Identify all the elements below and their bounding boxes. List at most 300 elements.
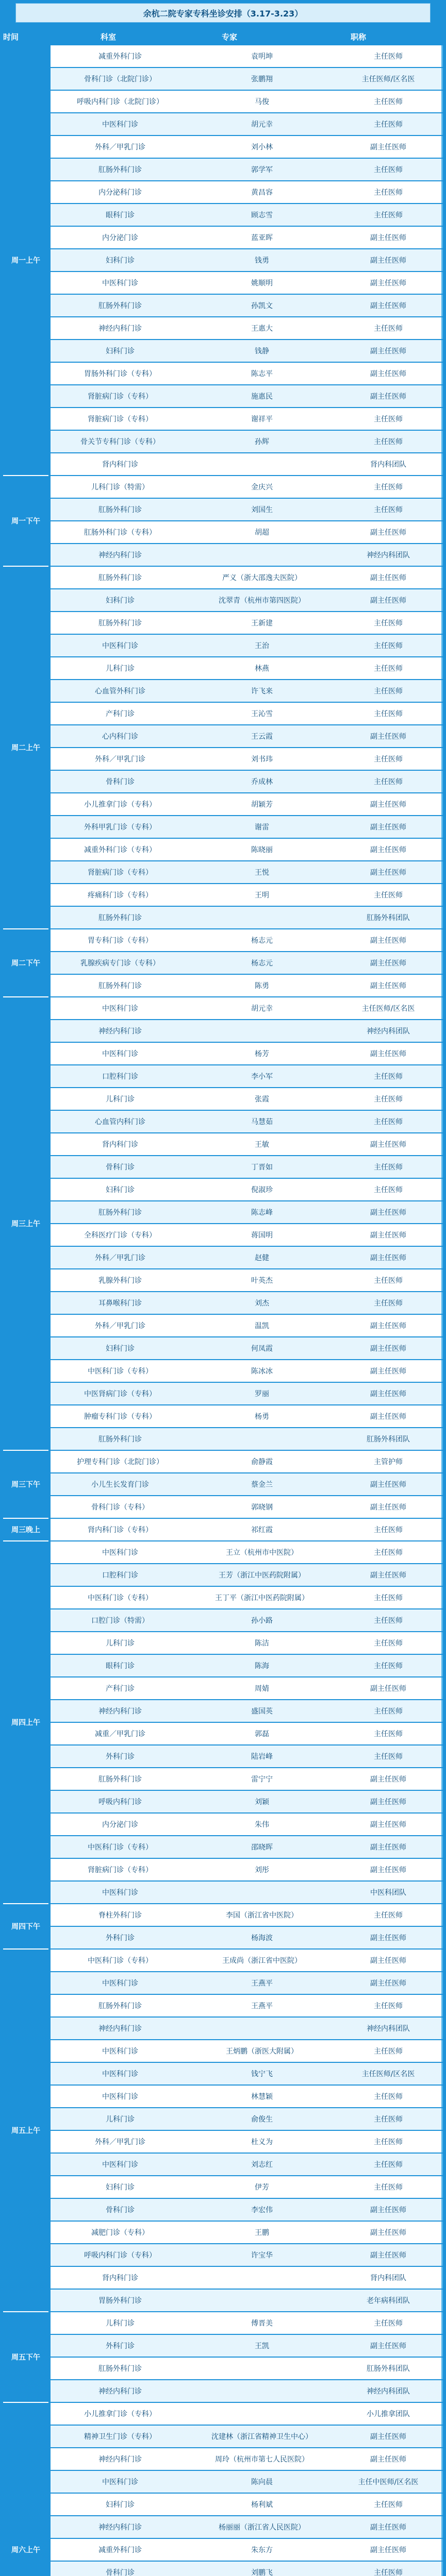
table-row xyxy=(51,861,443,884)
cell-expert: 周婧 xyxy=(255,1685,269,1693)
table-row xyxy=(51,1179,443,1201)
cell-expert: 林慧颖 xyxy=(251,2093,273,2101)
group-time-label: 周一上午 xyxy=(3,45,48,476)
cell-position: 主任医师 xyxy=(374,53,403,61)
cell-clinic: 肿瘤专科门诊（专科） xyxy=(84,1413,156,1421)
cell-position: 肾内科团队 xyxy=(370,2274,406,2282)
cell-expert: 马慧茹 xyxy=(251,1118,273,1126)
cell-clinic: 口腔科门诊 xyxy=(102,1073,138,1081)
table-row xyxy=(51,884,443,907)
cell-expert: 黄昌容 xyxy=(251,189,273,197)
cell-position: 副主任医师 xyxy=(370,823,406,832)
row-accent xyxy=(441,91,443,112)
cell-clinic: 中医肾病门诊（专科） xyxy=(84,1390,156,1398)
cell-expert: 俞静霞 xyxy=(251,1458,273,1466)
row-accent xyxy=(441,997,443,1019)
cell-position: 副主任医师 xyxy=(370,574,406,582)
row-accent xyxy=(441,1224,443,1246)
cell-expert: 刘杰 xyxy=(255,1299,269,1308)
cell-position: 主任医师 xyxy=(374,1526,403,1534)
cell-expert: 王鹏 xyxy=(255,2229,269,2237)
cell-clinic: 妇科门诊 xyxy=(106,347,135,355)
cell-expert: 蒋国明 xyxy=(251,1231,273,1240)
cell-expert: 陈晓丽 xyxy=(251,846,273,854)
cell-expert: 施惠民 xyxy=(251,393,273,401)
cell-position: 副主任医师 xyxy=(370,2455,406,2464)
table-row xyxy=(51,2063,443,2086)
table-header xyxy=(0,30,446,43)
cell-expert: 张鹏翔 xyxy=(251,75,273,83)
cell-expert: 谢雷 xyxy=(255,823,269,832)
cell-position: 副主任医师 xyxy=(370,257,406,265)
table-row xyxy=(51,249,443,272)
cell-position: 主任医师 xyxy=(374,1639,403,1648)
cell-expert: 陆岩峰 xyxy=(251,1753,273,1761)
row-accent xyxy=(441,499,443,520)
cell-clinic: 内分泌门诊 xyxy=(102,1821,138,1829)
table-row xyxy=(51,1451,443,1473)
table-row xyxy=(51,1587,443,1609)
cell-expert: 王沁雪 xyxy=(251,710,273,718)
cell-position: 副主任医师 xyxy=(370,1571,406,1580)
cell-position: 副主任医师 xyxy=(370,1798,406,1806)
table-row xyxy=(51,1156,443,1179)
cell-expert: 郭晓钢 xyxy=(251,1503,273,1512)
table-row xyxy=(51,1088,443,1111)
row-accent xyxy=(441,1292,443,1314)
table-row xyxy=(51,1043,443,1065)
cell-position: 副主任医师 xyxy=(370,1866,406,1874)
cell-position: 肾内科团队 xyxy=(370,461,406,469)
cell-position: 主任医师/区名医 xyxy=(361,2070,415,2078)
cell-clinic: 神经内科门诊 xyxy=(98,2523,142,2532)
cell-expert: 周玲（杭州市第七人民医院） xyxy=(215,2455,309,2464)
cell-position: 小儿推拿团队 xyxy=(367,2410,410,2418)
cell-clinic: 骨科门诊 xyxy=(106,778,135,786)
cell-expert: 许飞来 xyxy=(251,687,273,696)
table-row xyxy=(51,589,443,612)
table-row xyxy=(51,476,443,499)
table-row xyxy=(51,2131,443,2154)
table-row xyxy=(51,612,443,635)
cell-clinic: 肛肠外科门诊 xyxy=(98,1775,142,1784)
cell-expert: 丁晋如 xyxy=(251,1163,273,1172)
row-accent xyxy=(441,1836,443,1858)
cell-position: 主任医师 xyxy=(374,1549,403,1557)
cell-clinic: 外科／甲乳门诊 xyxy=(95,1322,145,1330)
row-accent xyxy=(441,136,443,158)
cell-clinic: 乳腺疾病专门诊（专科） xyxy=(80,959,160,968)
cell-expert: 钱静 xyxy=(255,347,269,355)
table-row xyxy=(51,181,443,204)
table-row xyxy=(51,2358,443,2380)
cell-expert: 胡元幸 xyxy=(251,121,273,129)
header-clinic: 科室 xyxy=(101,32,117,42)
row-accent xyxy=(441,1451,443,1472)
table-row xyxy=(51,975,443,997)
cell-position: 主任中医师/区名医 xyxy=(358,2478,419,2486)
row-accent xyxy=(441,2154,443,2175)
row-accent xyxy=(441,680,443,702)
cell-clinic: 肾脏病门诊（专科） xyxy=(88,1866,153,1874)
cell-clinic: 中医科门诊 xyxy=(102,642,138,650)
cell-position: 主任医师 xyxy=(374,1662,403,1670)
table-row xyxy=(51,1337,443,1360)
schedule-group xyxy=(3,476,443,567)
cell-clinic: 妇科门诊 xyxy=(106,2183,135,2192)
cell-expert: 王炳鹏（浙医大附属） xyxy=(226,2047,298,2056)
row-accent xyxy=(441,204,443,226)
row-accent xyxy=(441,1088,443,1110)
cell-expert: 陈志峰 xyxy=(251,1209,273,1217)
cell-clinic: 妇科门诊 xyxy=(106,2501,135,2509)
cell-position: 副主任医师 xyxy=(370,2229,406,2237)
cell-expert: 朱东方 xyxy=(251,2546,273,2554)
row-accent xyxy=(441,544,443,566)
table-row xyxy=(51,1360,443,1383)
row-accent xyxy=(441,1428,443,1450)
row-accent xyxy=(441,2267,443,2289)
group-rows xyxy=(51,1451,443,1519)
table-row xyxy=(51,1859,443,1882)
cell-clinic: 神经内科门诊 xyxy=(98,1707,142,1716)
cell-expert: 王明 xyxy=(255,891,269,900)
schedule-group xyxy=(3,2403,443,2576)
cell-clinic: 疼痛科门诊（专科） xyxy=(88,891,153,900)
cell-position: 副主任医师 xyxy=(370,1481,406,1489)
row-accent xyxy=(441,2131,443,2153)
group-rows xyxy=(51,2312,443,2403)
table-row xyxy=(51,499,443,521)
table-row xyxy=(51,1950,443,1972)
table-row xyxy=(51,2448,443,2471)
cell-position: 主任医师 xyxy=(374,2569,403,2576)
table-row xyxy=(51,1745,443,1768)
table-row xyxy=(51,113,443,136)
cell-expert: 沈建林（浙江省精神卫生中心） xyxy=(211,2433,312,2441)
table-row xyxy=(51,2403,443,2426)
cell-clinic: 骨科门诊 xyxy=(106,2569,135,2576)
cell-position: 副主任医师 xyxy=(370,2433,406,2441)
cell-expert: 钱勇 xyxy=(255,257,269,265)
table-row xyxy=(51,68,443,91)
cell-clinic: 中医科门诊（专科） xyxy=(88,1367,153,1376)
table-row xyxy=(51,1473,443,1496)
cell-clinic: 呼吸内科门诊 xyxy=(98,1798,142,1806)
cell-position: 主任医师 xyxy=(374,189,403,197)
table-row xyxy=(51,227,443,249)
row-accent xyxy=(441,1020,443,1042)
row-accent xyxy=(441,748,443,770)
group-time-label: 周三上午 xyxy=(3,997,48,1451)
cell-expert: 刘彤 xyxy=(255,1866,269,1874)
cell-expert: 杜义为 xyxy=(251,2138,273,2146)
row-accent xyxy=(441,431,443,452)
row-accent xyxy=(441,408,443,430)
table-row xyxy=(51,2539,443,2562)
table-row xyxy=(51,1065,443,1088)
cell-expert: 胡元幸 xyxy=(251,1005,273,1013)
cell-clinic: 外科／甲乳门诊 xyxy=(95,2138,145,2146)
cell-clinic: 中医科门诊（专科） xyxy=(88,1957,153,1965)
cell-position: 中医科团队 xyxy=(370,1889,406,1897)
schedule-group xyxy=(3,1950,443,2312)
table-row xyxy=(51,1224,443,1247)
row-accent xyxy=(441,1405,443,1427)
cell-clinic: 中医科门诊 xyxy=(102,1889,138,1897)
row-accent xyxy=(441,1677,443,1699)
table-row xyxy=(51,1315,443,1337)
row-accent xyxy=(441,1950,443,1971)
cell-position: 副主任医师 xyxy=(370,2546,406,2554)
table-row xyxy=(51,1428,443,1451)
cell-position: 肛肠外科团队 xyxy=(367,2365,410,2373)
cell-position: 副主任医师 xyxy=(370,1141,406,1149)
cell-position: 主任医师 xyxy=(374,642,403,650)
row-accent xyxy=(441,476,443,498)
row-accent xyxy=(441,1859,443,1880)
row-accent xyxy=(441,1496,443,1518)
cell-position: 主任医师 xyxy=(374,1594,403,1602)
cell-clinic: 产科门诊 xyxy=(106,1685,135,1693)
header-position: 职称 xyxy=(351,32,367,42)
table-row xyxy=(51,1111,443,1133)
row-accent xyxy=(441,2108,443,2130)
cell-clinic: 肾脏病门诊（专科） xyxy=(88,415,153,423)
row-accent xyxy=(441,2290,443,2311)
row-accent xyxy=(441,2471,443,2493)
row-accent xyxy=(441,907,443,928)
cell-clinic: 外科／甲乳门诊 xyxy=(95,755,145,764)
cell-expert: 盛国英 xyxy=(251,1707,273,1716)
cell-expert: 王惠大 xyxy=(251,325,273,333)
cell-expert: 朱伟 xyxy=(255,1821,269,1829)
row-accent xyxy=(441,816,443,838)
cell-expert: 杨海波 xyxy=(251,1934,273,1942)
cell-position: 副主任医师 xyxy=(370,1254,406,1262)
cell-expert: 雷宁宁 xyxy=(251,1775,273,1784)
cell-clinic: 肛肠外科门诊 xyxy=(98,574,142,582)
cell-clinic: 骨科门诊 xyxy=(106,2206,135,2214)
cell-position: 副主任医师 xyxy=(370,733,406,741)
cell-position: 主任医师 xyxy=(374,891,403,900)
row-accent xyxy=(441,567,443,588)
cell-expert: 陈海 xyxy=(255,1662,269,1670)
cell-clinic: 肾脏病门诊（专科） xyxy=(88,393,153,401)
cell-position: 主任医师 xyxy=(374,166,403,174)
table-row xyxy=(51,1564,443,1587)
cell-expert: 金庆兴 xyxy=(251,483,273,492)
cell-expert: 胡颖芳 xyxy=(251,801,273,809)
cell-position: 主任医师 xyxy=(374,1163,403,1172)
row-accent xyxy=(441,1904,443,1926)
cell-clinic: 外科门诊 xyxy=(106,1753,135,1761)
table-row xyxy=(51,408,443,431)
cell-position: 主任医师 xyxy=(374,755,403,764)
cell-clinic: 中医科门诊 xyxy=(102,279,138,287)
cell-clinic: 神经内科门诊 xyxy=(98,2025,142,2033)
table-row xyxy=(51,997,443,1020)
schedule-table xyxy=(3,45,443,2576)
table-row xyxy=(51,521,443,544)
table-row xyxy=(51,1814,443,1836)
cell-position: 主任医师 xyxy=(374,438,403,446)
header-time: 时间 xyxy=(3,32,19,42)
cell-position: 副主任医师 xyxy=(370,1685,406,1693)
cell-position: 神经内科团队 xyxy=(367,2387,410,2396)
group-rows xyxy=(51,45,443,476)
cell-position: 主任医师 xyxy=(374,2319,403,2328)
row-accent xyxy=(441,657,443,679)
row-accent xyxy=(441,1043,443,1064)
cell-position: 副主任医师 xyxy=(370,1209,406,1217)
table-row xyxy=(51,2199,443,2222)
table-row xyxy=(51,2018,443,2040)
cell-clinic: 骨科门诊 xyxy=(106,1163,135,1172)
table-row xyxy=(51,2335,443,2358)
row-accent xyxy=(441,272,443,294)
cell-clinic: 内分泌科门诊 xyxy=(98,189,142,197)
row-accent xyxy=(441,181,443,203)
row-accent xyxy=(441,1927,443,1948)
cell-expert: 杨志元 xyxy=(251,959,273,968)
row-accent xyxy=(441,1768,443,1790)
cell-clinic: 中医科门诊 xyxy=(102,2478,138,2486)
cell-expert: 顾志雪 xyxy=(251,211,273,219)
row-accent xyxy=(441,1791,443,1812)
cell-position: 副主任医师 xyxy=(370,1979,406,1988)
row-accent xyxy=(441,1337,443,1359)
row-accent xyxy=(441,2562,443,2576)
cell-clinic: 肛肠外科门诊 xyxy=(98,619,142,628)
cell-expert: 许宝华 xyxy=(251,2251,273,2260)
cell-position: 副主任医师 xyxy=(370,234,406,242)
row-accent xyxy=(441,793,443,815)
cell-clinic: 神经内科门诊 xyxy=(98,551,142,560)
header-expert: 专家 xyxy=(222,32,238,42)
cell-expert: 蓝亚晖 xyxy=(251,234,273,242)
cell-position: 副主任医师 xyxy=(370,1322,406,1330)
table-row xyxy=(51,657,443,680)
cell-clinic: 肾内科门诊 xyxy=(102,2274,138,2282)
cell-position: 主任医师 xyxy=(374,2138,403,2146)
cell-position: 主任医师 xyxy=(374,1911,403,1920)
cell-position: 副主任医师 xyxy=(370,1821,406,1829)
cell-expert: 郭学军 xyxy=(251,166,273,174)
cell-position: 副主任医师 xyxy=(370,1775,406,1784)
cell-position: 主任医师/区名医 xyxy=(361,75,415,83)
table-row xyxy=(51,1836,443,1859)
cell-position: 主任医师 xyxy=(374,2002,403,2010)
cell-clinic: 妇科门诊 xyxy=(106,1186,135,1194)
table-row xyxy=(51,1247,443,1269)
cell-expert: 沈翠青（杭州市第四医院） xyxy=(219,597,305,605)
cell-clinic: 神经内科门诊 xyxy=(98,325,142,333)
cell-expert: 张霞 xyxy=(255,1095,269,1104)
row-accent xyxy=(441,1111,443,1132)
cell-clinic: 妇科门诊 xyxy=(106,1345,135,1353)
cell-position: 副主任医师 xyxy=(370,982,406,990)
row-accent xyxy=(441,703,443,724)
cell-clinic: 口腔门诊（特需） xyxy=(91,1617,149,1625)
row-accent xyxy=(441,159,443,180)
table-row xyxy=(51,431,443,453)
page-title: 余杭二院专家专科坐诊安排（3.17-3.23） xyxy=(15,3,431,23)
group-time-label: 周五上午 xyxy=(3,1950,48,2312)
group-time-label: 周五下午 xyxy=(3,2312,48,2403)
group-time-label: 周四上午 xyxy=(3,1541,48,1904)
row-accent xyxy=(441,975,443,996)
cell-clinic: 胃肠外科门诊 xyxy=(98,2297,142,2305)
table-row xyxy=(51,272,443,295)
row-accent xyxy=(441,884,443,906)
cell-clinic: 精神卫生门诊（专科） xyxy=(84,2433,156,2441)
cell-clinic: 乳腺外科门诊 xyxy=(98,1277,142,1285)
table-row xyxy=(51,2290,443,2312)
group-time-label: 周三下午 xyxy=(3,1451,48,1519)
cell-clinic: 妇科门诊 xyxy=(106,257,135,265)
row-accent xyxy=(441,1156,443,1178)
cell-clinic: 儿科门诊 xyxy=(106,2115,135,2124)
cell-position: 主任医师 xyxy=(374,1730,403,1738)
cell-position: 副主任医师 xyxy=(370,393,406,401)
cell-clinic: 脊柱外科门诊 xyxy=(98,1911,142,1920)
cell-position: 副主任医师 xyxy=(370,1345,406,1353)
cell-expert: 王凯 xyxy=(255,2342,269,2350)
cell-position: 副主任医师 xyxy=(370,1934,406,1942)
row-accent xyxy=(441,635,443,656)
row-accent xyxy=(441,1383,443,1404)
table-row xyxy=(51,2176,443,2199)
cell-clinic: 儿科门诊（特需） xyxy=(91,483,149,492)
cell-expert: 杨丽丽（浙江省人民医院） xyxy=(219,2523,305,2532)
cell-position: 主任医师 xyxy=(374,1095,403,1104)
row-accent xyxy=(441,1133,443,1155)
cell-clinic: 中医科门诊（专科） xyxy=(88,1843,153,1852)
cell-position: 主任医师 xyxy=(374,121,403,129)
table-row xyxy=(51,2426,443,2448)
cell-expert: 刘颖 xyxy=(255,1798,269,1806)
cell-expert: 李小军 xyxy=(251,1073,273,1081)
row-accent xyxy=(441,1201,443,1223)
cell-clinic: 减肥门诊（专科） xyxy=(91,2229,149,2237)
table-row xyxy=(51,2312,443,2335)
cell-clinic: 小儿推拿门诊（专科） xyxy=(84,2410,156,2418)
table-row xyxy=(51,635,443,657)
cell-clinic: 心血管外科门诊 xyxy=(95,687,145,696)
cell-position: 老年病科团队 xyxy=(367,2297,410,2305)
table-row xyxy=(51,680,443,703)
cell-position: 副主任医师 xyxy=(370,1503,406,1512)
cell-clinic: 中医科门诊 xyxy=(102,2047,138,2056)
cell-expert: 孙辉 xyxy=(255,438,269,446)
row-accent xyxy=(441,45,443,67)
cell-expert: 刘国生 xyxy=(251,506,273,514)
cell-clinic: 中医科门诊 xyxy=(102,1979,138,1988)
cell-clinic: 儿科门诊 xyxy=(106,1639,135,1648)
cell-expert: 刘志红 xyxy=(251,2161,273,2169)
row-accent xyxy=(441,1972,443,1994)
row-accent xyxy=(441,385,443,407)
cell-expert: 伊芳 xyxy=(255,2183,269,2192)
table-row xyxy=(51,2086,443,2108)
cell-position: 肛肠外科团队 xyxy=(367,1435,410,1444)
cell-expert: 何凤霞 xyxy=(251,1345,273,1353)
cell-expert: 陈志平 xyxy=(251,370,273,378)
table-row xyxy=(51,952,443,975)
row-accent xyxy=(441,1995,443,2016)
cell-expert: 赵健 xyxy=(255,1254,269,1262)
